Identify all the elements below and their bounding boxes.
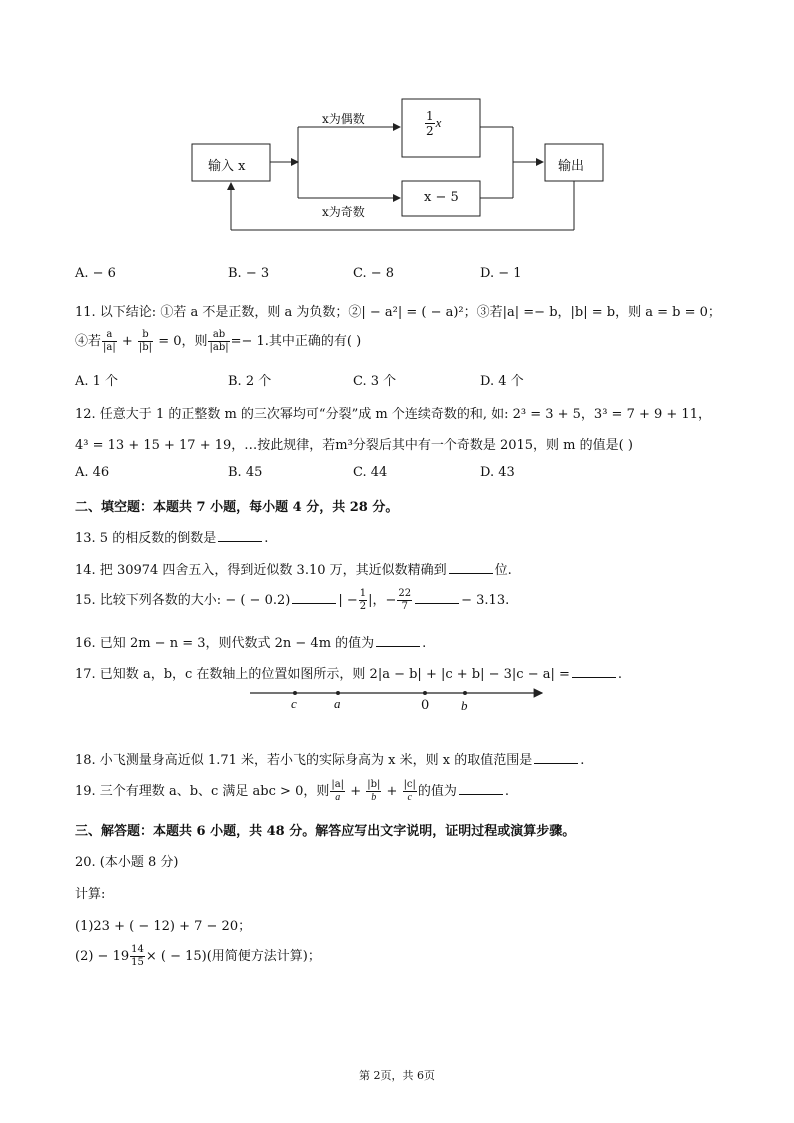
q12-line2: 4³ = 13 + 15 + 17 + 19，…按此规律，若m³分裂后其中有一个奇数是 2015，则 m 的值是( ) [75, 438, 633, 453]
q17: 17. 已知数 a，b，c 在数轴上的位置如图所示，则 2|a − b| + |c + b| − 3|c − a| = . [75, 667, 623, 682]
q20-part2: (2) − 19 $\frac{14}{15}$ × ( − 15)(用简便方法计算)； [75, 944, 321, 968]
flowchart-diagram [0, 0, 794, 270]
even-op: $\frac{1}{2}$ x [426, 109, 442, 138]
q19-answer-blank[interactable] [459, 782, 503, 795]
q17-answer-blank[interactable] [572, 665, 616, 678]
q15-answer-blank-2[interactable] [415, 591, 459, 604]
q10-option-b: B. − 3 [228, 266, 270, 281]
label-b: b [461, 698, 468, 713]
q12-option-d: D. 43 [480, 465, 515, 480]
number-line [240, 680, 560, 720]
q11-option-c: C. 3 个 [353, 374, 397, 389]
odd-label: x为奇数 [322, 205, 365, 219]
q15-answer-blank-1[interactable] [292, 591, 336, 604]
even-label: x为偶数 [322, 112, 365, 126]
q16: 16. 已知 2m − n = 3，则代数式 2n − 4m 的值为 . [75, 636, 427, 651]
section-3-heading: 三、解答题：本题共 6 小题，共 48 分。解答应写出文字说明，证明过程或演算步骤。 [75, 824, 576, 839]
q12-option-b: B. 45 [228, 465, 263, 480]
q18: 18. 小飞测量身高近似 1.71 米，若小飞的实际身高为 x 米，则 x 的取值范围是 . [75, 753, 585, 768]
q13: 13. 5 的相反数的倒数是 . [75, 531, 269, 546]
label-c: c [291, 696, 297, 711]
q12-option-a: A. 46 [75, 465, 110, 480]
input-box-label: 输入 x [208, 159, 246, 174]
q14-answer-blank[interactable] [449, 561, 493, 574]
q10-option-a: A. − 6 [75, 266, 116, 281]
q10-option-c: C. − 8 [353, 266, 395, 281]
q11-option-b: B. 2 个 [228, 374, 272, 389]
q19: 19. 三个有理数 a、b、c 满足 abc > 0，则 $\frac{|a|}{a}$ + $\frac{|b|}{b}$ + $\frac{|c|}{c}$ 的值为 . [75, 779, 510, 803]
q12-option-c: C. 44 [353, 465, 388, 480]
label-a: a [334, 696, 341, 711]
q18-answer-blank[interactable] [534, 751, 578, 764]
point-c [293, 691, 297, 695]
point-zero [423, 691, 427, 695]
q11-option-d: D. 4 个 [480, 374, 524, 389]
q14: 14. 把 30974 四舍五入，得到近似数 3.10 万，其近似数精确到 位. [75, 563, 512, 578]
section-2-heading: 二、填空题：本题共 7 小题，每小题 4 分，共 28 分。 [75, 500, 399, 515]
q11-option-a: A. 1 个 [75, 374, 119, 389]
q20-part1: (1)23 + ( − 12) + 7 − 20； [75, 919, 252, 934]
q13-answer-blank[interactable] [218, 529, 262, 542]
q15: 15. 比较下列各数的大小: − ( − 0.2) | − $\frac{1}{2}$ |，− $\frac{22}{7}$ − 3.13. [75, 588, 510, 612]
q11-line1: 11. 以下结论: ①若 a 不是正数，则 a 为负数；②| − a²| = ( − a)²；③若|a| =− b，|b| = b，则 a = b = 0； [75, 305, 721, 320]
q11-line2: ④若 $\frac{a}{|a|}$ + $\frac{b}{|b|}$ = 0，则 $\frac{ab}{|ab|}$ =− 1.其中正确的有( ) [75, 329, 362, 353]
point-b [463, 691, 467, 695]
label-zero: 0 [421, 698, 430, 713]
output-label: 输出 [558, 159, 585, 174]
q10-option-d: D. − 1 [480, 266, 522, 281]
q20-calc: 计算: [75, 887, 106, 902]
q20-head: 20. (本小题 8 分) [75, 855, 179, 870]
q12-line1: 12. 任意大于 1 的正整数 m 的三次幂均可“分裂”成 m 个连续奇数的和, 如: 2³ = 3 + 5，3³ = 7 + 9 + 11， [75, 407, 711, 422]
odd-op: x − 5 [424, 190, 459, 205]
page-footer: 第 2页，共 6页 [359, 1069, 435, 1082]
q16-answer-blank[interactable] [376, 634, 420, 647]
point-a [336, 691, 340, 695]
